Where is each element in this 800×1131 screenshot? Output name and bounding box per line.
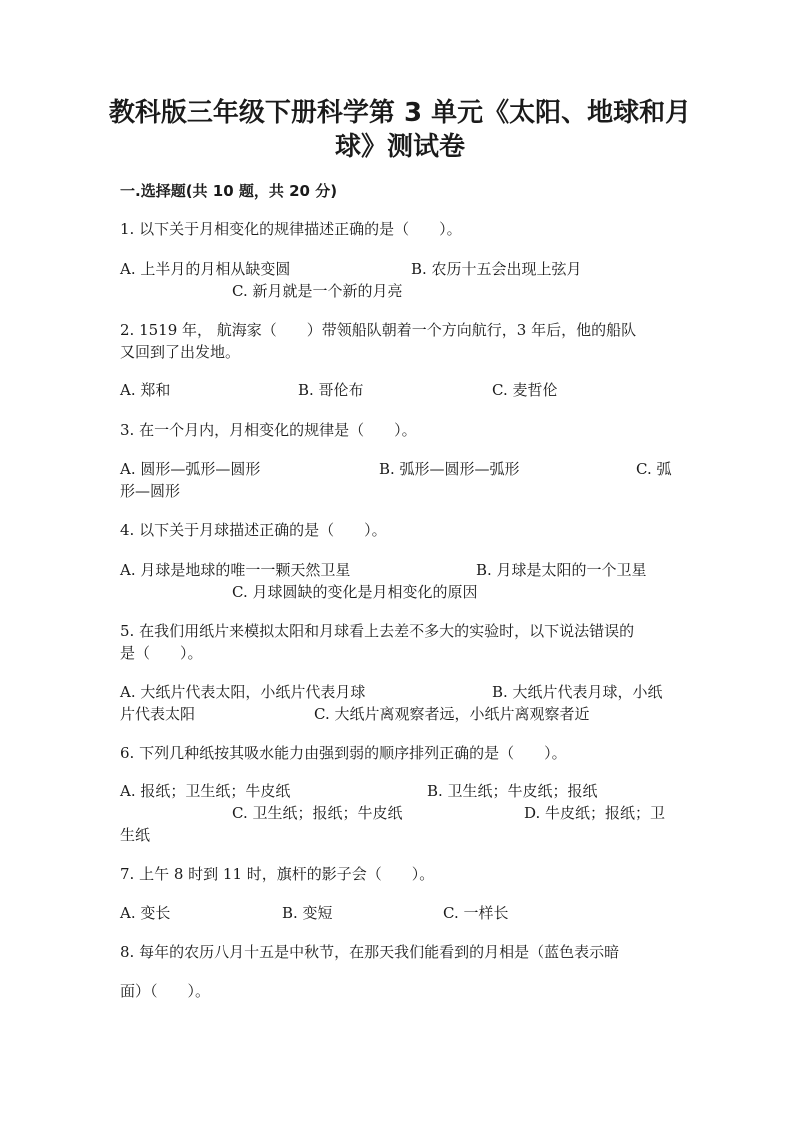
question-3-stem: 3. 在一个月内，月相变化的规律是（ ）。	[120, 421, 417, 439]
exam-title-line1: 教科版三年级下册科学第 3 单元《太阳、地球和月	[108, 98, 692, 128]
question-2-option-c: C. 麦哲伦	[492, 381, 558, 399]
question-1-option-b: B. 农历十五会出现上弦月	[411, 260, 582, 278]
question-6-option-d-line2: 生纸	[120, 826, 151, 844]
question-3-option-c-line1: C. 弧	[636, 460, 672, 478]
question-6-option-b: B. 卫生纸；牛皮纸；报纸	[427, 782, 598, 800]
question-5-option-c: C. 大纸片离观察者远，小纸片离观察者近	[314, 705, 590, 723]
question-3-option-c-line2: 形—圆形	[120, 482, 181, 500]
question-4-stem: 4. 以下关于月球描述正确的是（ ）。	[120, 521, 387, 539]
question-5-option-b-line2: 片代表太阳	[120, 705, 196, 723]
question-2-option-b: B. 哥伦布	[298, 381, 364, 399]
question-3-option-a: A. 圆形—弧形—圆形	[120, 460, 261, 478]
question-4-option-b: B. 月球是太阳的一个卫星	[476, 561, 647, 579]
question-8-stem-line1: 8. 每年的农历八月十五是中秋节，在那天我们能看到的月相是（蓝色表示暗	[120, 943, 620, 961]
question-6-stem: 6. 下列几种纸按其吸水能力由强到弱的顺序排列正确的是（ ）。	[120, 744, 567, 762]
question-1-stem: 1. 以下关于月相变化的规律描述正确的是（ ）。	[120, 220, 462, 238]
question-4-option-c: C. 月球圆缺的变化是月相变化的原因	[232, 583, 478, 601]
question-4-option-a: A. 月球是地球的唯一一颗天然卫星	[120, 561, 351, 579]
question-5-stem-line1: 5. 在我们用纸片来模拟太阳和月球看上去差不多大的实验时，以下说法错误的	[120, 622, 635, 640]
question-2-stem-line1: 2. 1519 年， 航海家（ ）带领船队朝着一个方向航行，3 年后，他的船队	[120, 321, 637, 339]
question-6-option-c: C. 卫生纸；报纸；牛皮纸	[232, 804, 403, 822]
question-5-option-b-line1: B. 大纸片代表月球，小纸	[492, 683, 663, 701]
question-2-option-a: A. 郑和	[120, 381, 171, 399]
question-2-stem-line2: 又回到了出发地。	[120, 343, 241, 361]
exam-title-line2: 球》测试卷	[334, 132, 465, 162]
section-heading: 一.选择题(共 10 题，共 20 分)	[120, 182, 338, 200]
question-1-option-c: C. 新月就是一个新的月亮	[232, 282, 403, 300]
question-6-option-a: A. 报纸；卫生纸；牛皮纸	[120, 782, 291, 800]
question-5-stem-line2: 是（ ）。	[120, 644, 203, 662]
question-1-option-a: A. 上半月的月相从缺变圆	[120, 260, 291, 278]
question-7-option-c: C. 一样长	[443, 904, 509, 922]
question-8-stem-line2: 面）（ ）。	[120, 982, 211, 1000]
question-7-option-b: B. 变短	[282, 904, 333, 922]
question-5-option-a: A. 大纸片代表太阳，小纸片代表月球	[120, 683, 366, 701]
question-7-option-a: A. 变长	[120, 904, 171, 922]
question-3-option-b: B. 弧形—圆形—弧形	[379, 460, 520, 478]
question-7-stem: 7. 上午 8 时到 11 时，旗杆的影子会（ ）。	[120, 865, 435, 883]
question-6-option-d-line1: D. 牛皮纸；报纸；卫	[524, 804, 666, 822]
